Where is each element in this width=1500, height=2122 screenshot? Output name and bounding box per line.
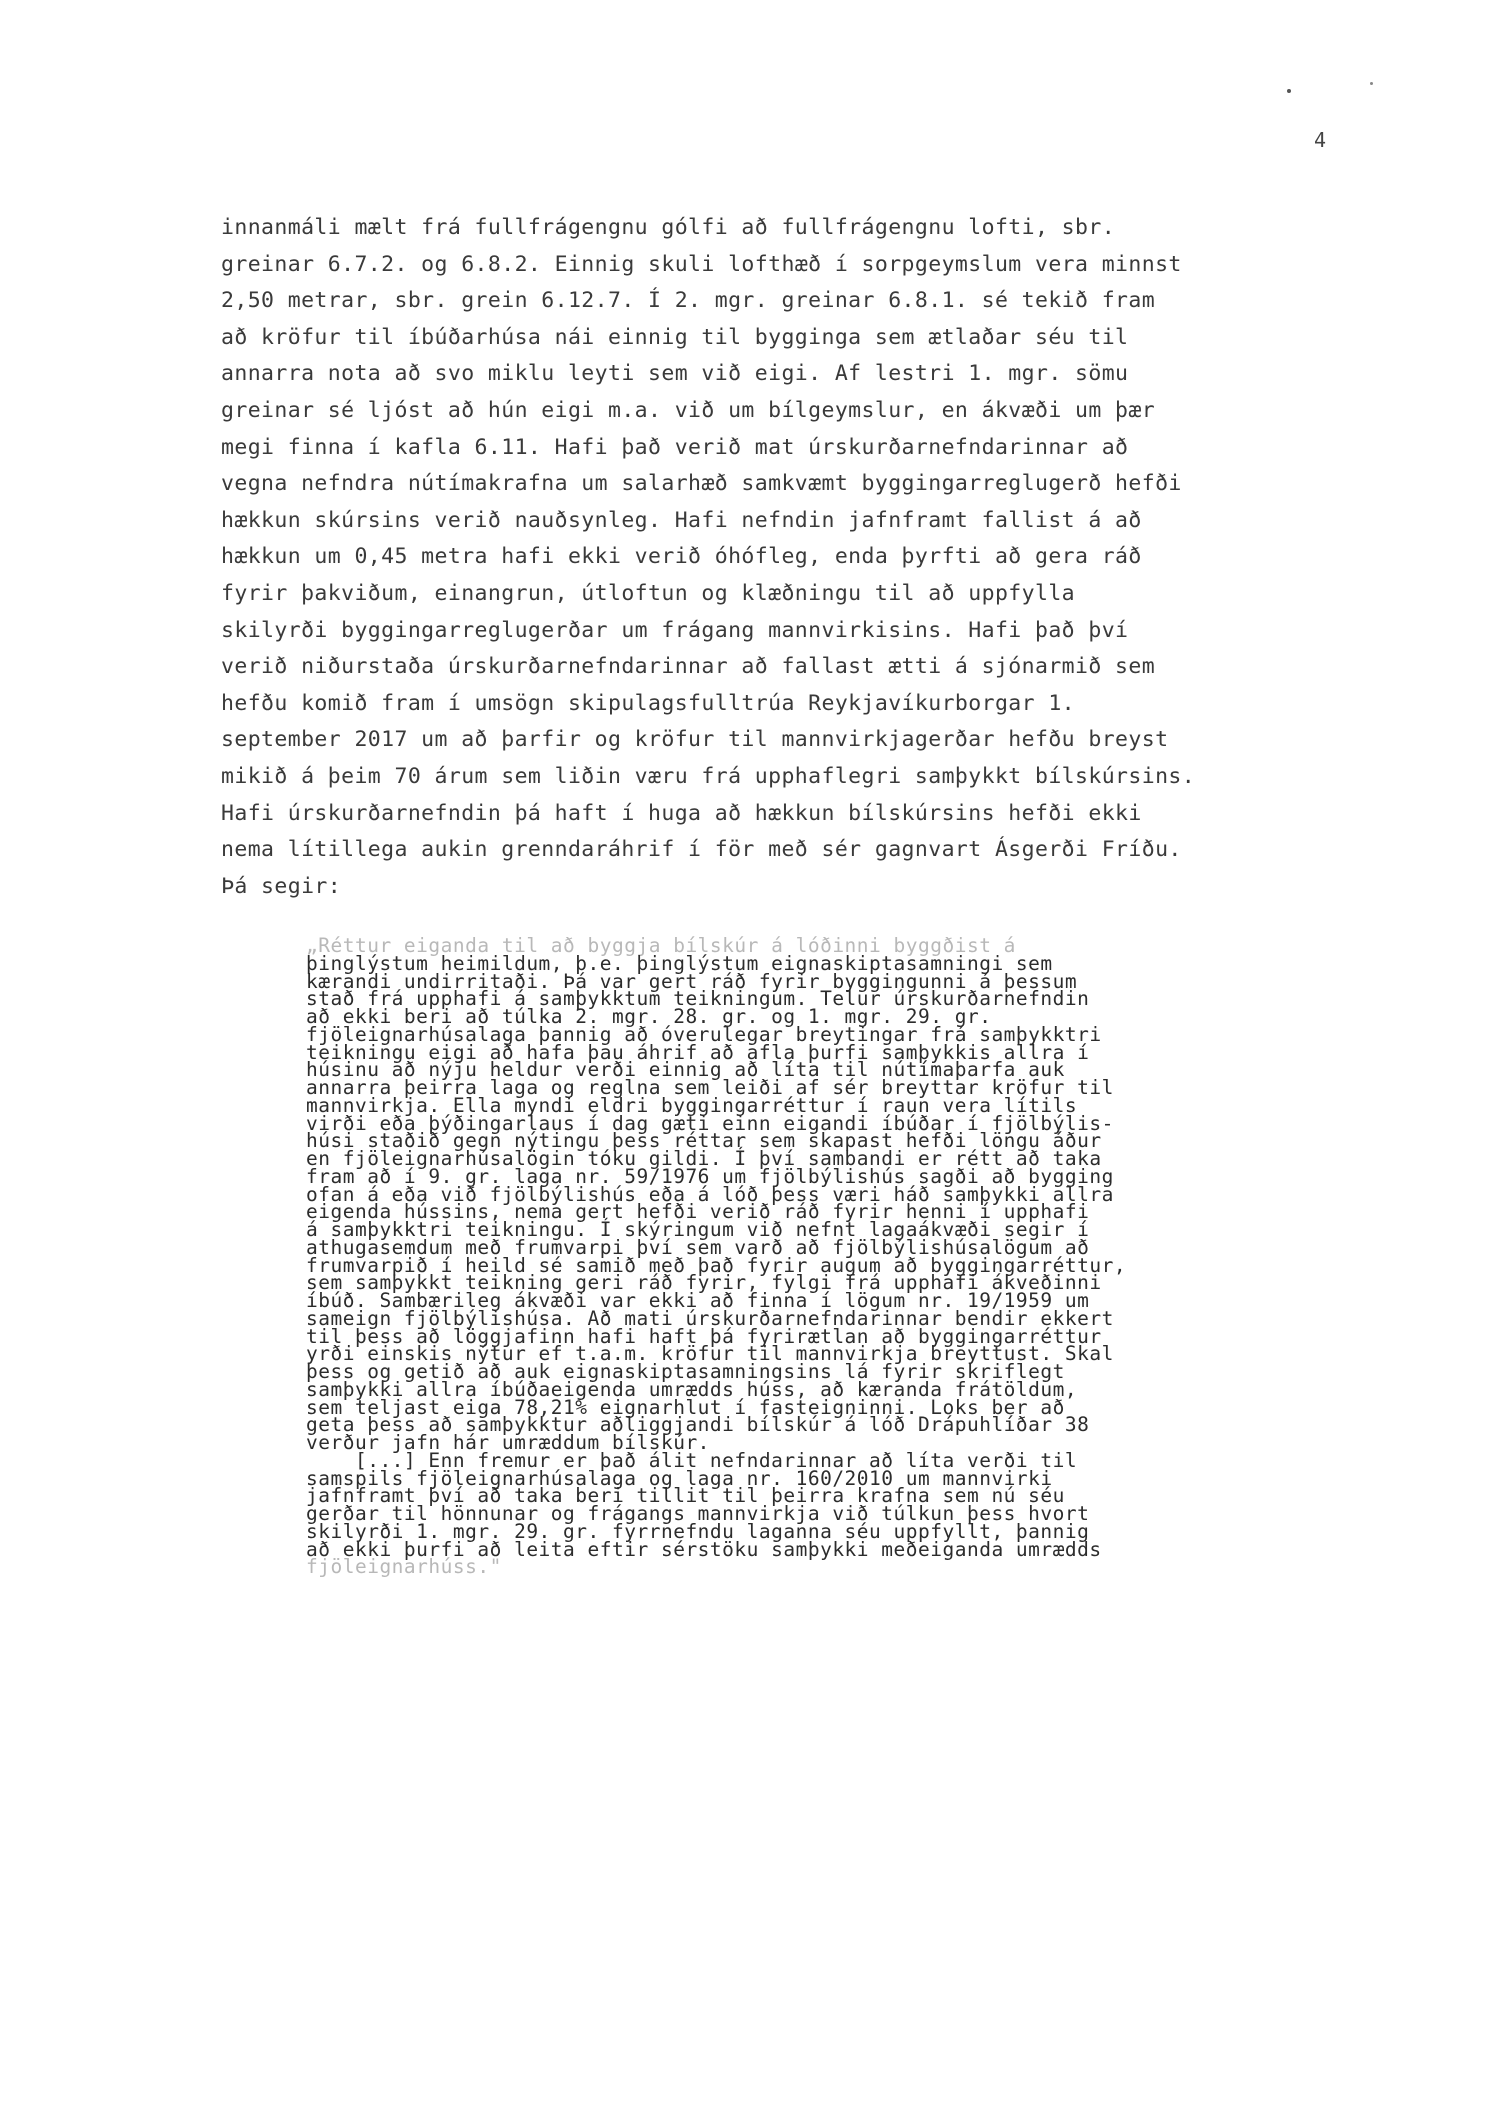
quote-line: teikningu eigi að hafa þau áhrif að afla þurfi samþykkis allra í xyxy=(306,1040,1090,1064)
body-line: hækkun skúrsins verið nauðsynleg. Hafi nefndin jafnframt fallist á að xyxy=(221,507,1142,533)
quote-line: virði eða þýðingarlaus í dag gæti einn eigandi íbúðar í fjölbýlis- xyxy=(306,1111,1114,1135)
quote-line: [...] Enn fremur er það álit nefndarinnar að líta verði til xyxy=(306,1448,1078,1472)
quote-line: samspils fjöleignarhúsalaga og laga nr. 160/2010 um mannvirki xyxy=(306,1466,1053,1490)
quote-line: verður jafn hár umræddum bílskúr. xyxy=(306,1431,710,1454)
quote-line: annarra þeirra laga og reglna sem leiði af sér breyttar kröfur til xyxy=(306,1076,1114,1099)
quote-line: ofan á eða við fjölbýlishús eða á lóð þess væri háð samþykki allra xyxy=(306,1182,1114,1206)
quote-line: íbúð. Sambærileg ákvæði var ekki að finna í lögum nr. 19/1959 um xyxy=(306,1289,1090,1312)
quote-line: á samþykktri teikningu. Í skýringum við nefnt lagaákvæði segir í xyxy=(306,1218,1090,1241)
quote-line: samþykki allra íbúðaeigenda umrædds húss, að kæranda frátöldum, xyxy=(306,1377,1078,1401)
quote-line: húsi staðið gegn nýtingu þess réttar sem skapast hefði löngu áður xyxy=(306,1129,1102,1153)
body-line: verið niðurstaða úrskurðarnefndarinnar að fallast ætti á sjónarmið sem xyxy=(221,654,1156,680)
body-paragraph xyxy=(221,210,1351,905)
body-line: Hafi úrskurðarnefndin þá haft í huga að hækkun bílskúrsins hefði ekki xyxy=(221,800,1142,826)
quote-line: sameign fjölbýlishúsa. Að mati úrskurðarnefndarinnar bendir ekkert xyxy=(306,1306,1114,1330)
body-line: skilyrði byggingarreglugerðar um frágang mannvirkisins. Hafi það því xyxy=(221,617,1129,643)
quote-line: yrði einskis nýtur ef t.a.m. kröfur til mannvirkja breyttust. Skal xyxy=(306,1342,1114,1366)
body-line: annarra nota að svo miklu leyti sem við eigi. Af lestri 1. mgr. sömu xyxy=(221,361,1129,387)
quote-line: þess og getið að auk eignaskiptasamningsins lá fyrir skriflegt xyxy=(306,1360,1065,1383)
body-line: hækkun um 0,45 metra hafi ekki verið óhófleg, enda þyrfti að gera ráð xyxy=(221,544,1142,570)
quote-line: að ekki beri að túlka 2. mgr. 28. gr. og 1. mgr. 29. gr. xyxy=(306,1005,992,1028)
body-line: fyrir þakviðum, einangrun, útloftun og klæðningu til að uppfylla xyxy=(221,580,1076,606)
quote-line: fjöleignarhúss." xyxy=(306,1555,502,1579)
quote-line: frumvarpið í heild sé samið með það fyrir augum að byggingarréttur, xyxy=(306,1253,1127,1277)
quote-line: geta þess að samþykktur aðliggjandi bílskúr á lóð Drápuhlíðar 38 xyxy=(306,1413,1090,1437)
body-line: greinar sé ljóst að hún eigi m.a. við um bílgeymslur, en ákvæði um þær xyxy=(221,397,1156,423)
page-number: 4 xyxy=(1314,128,1327,152)
body-line: greinar 6.7.2. og 6.8.2. Einnig skuli lofthæð í sorpgeymslum vera minnst xyxy=(221,251,1182,277)
body-line: hefðu komið fram í umsögn skipulagsfulltrúa Reykjavíkurborgar 1. xyxy=(221,690,1076,716)
quote-line: kærandi undirritaði. Þá var gert ráð fyrir byggingunni á þessum xyxy=(306,969,1078,993)
body-line: megi finna í kafla 6.11. Hafi það verið mat úrskurðarnefndarinnar að xyxy=(221,434,1129,460)
quote-line: þinglýstum heimildum, þ.e. þinglýstum eignaskiptasamningi sem xyxy=(306,951,1053,975)
body-line: mikið á þeim 70 árum sem liðin væru frá upphaflegri samþykkt bílskúrsins. xyxy=(221,763,1196,789)
body-line: vegna nefndra nútímakrafna um salarhæð samkvæmt byggingarreglugerð hefði xyxy=(221,471,1182,497)
quote-line: til þess að löggjafinn hafi haft þá fyrirætlan að byggingarréttur xyxy=(306,1324,1102,1348)
body-line: innanmáli mælt frá fullfrágengnu gólfi að fullfrágengnu lofti, sbr. xyxy=(221,215,1116,240)
quote-line: en fjöleignarhúsalögin tóku gildi. Í því sambandi er rétt að taka xyxy=(306,1147,1102,1170)
quote-line: jafnframt því að taka beri tillit til þeirra krafna sem nú séu xyxy=(306,1484,1065,1508)
quote-line: stað frá upphafi á samþykktum teikningum. Telur úrskurðarnefndin xyxy=(306,987,1090,1011)
body-line: september 2017 um að þarfir og kröfur til mannvirkjagerðar hefðu breyst xyxy=(221,727,1169,753)
body-line: 2,50 metrar, sbr. grein 6.12.7. Í 2. mgr. greinar 6.8.1. sé tekið fram xyxy=(221,288,1156,314)
body-line: nema lítillega aukin grenndaráhrif í för með sér gagnvart Ásgerði Fríðu. xyxy=(221,837,1182,863)
quote-line: að ekki þurfi að leita eftir sérstöku samþykki meðeiganda umrædds xyxy=(306,1537,1102,1561)
block-quote xyxy=(306,934,1346,1579)
quote-line: fjöleignarhúsalaga þannig að óverulegar breytingar frá samþykktri xyxy=(306,1022,1102,1046)
body-line: að kröfur til íbúðarhúsa nái einnig til bygginga sem ætlaðar séu til xyxy=(221,324,1129,350)
quote-line: fram að í 9. gr. laga nr. 59/1976 um fjölbýlishús sagði að bygging xyxy=(306,1164,1114,1188)
scan-speck xyxy=(1287,89,1291,93)
quote-line: „Réttur eiganda til að byggja bílskúr á lóðinni byggðist á xyxy=(306,934,1016,957)
quote-line: gerðar til hönnunar og frágangs mannvirkja við túlkun þess hvort xyxy=(306,1502,1090,1525)
quote-line: húsinu að nýju heldur verði einnig að líta til nútímaþarfa auk xyxy=(306,1058,1065,1082)
quote-line: sem samþykkt teikning geri ráð fyrir, fylgi frá upphafi ákveðinni xyxy=(306,1271,1102,1295)
body-line: Þá segir: xyxy=(221,873,342,899)
scan-speck xyxy=(1370,82,1373,85)
quote-line: mannvirkja. Ella myndi eldri byggingarréttur í raun vera lítils xyxy=(306,1093,1078,1117)
quote-line: eigenda hússins, nema gert hefði verið ráð fyrir henni í upphafi xyxy=(306,1200,1090,1224)
quote-line: sem teljast eiga 78,21% eignarhlut í fasteigninni. Loks ber að xyxy=(306,1395,1065,1419)
quote-line: athugasemdum með frumvarpi því sem varð að fjölbýlishúsalögum að xyxy=(306,1235,1090,1259)
quote-line: skilyrði 1. mgr. 29. gr. fyrrnefndu laganna séu uppfyllt, þannig xyxy=(306,1519,1090,1543)
